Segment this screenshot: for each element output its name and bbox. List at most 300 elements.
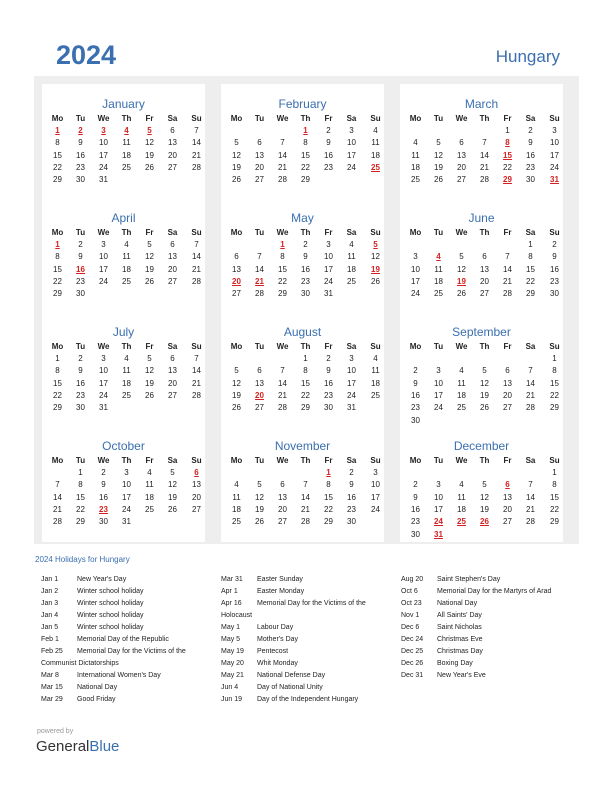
day-cell: 2 <box>326 354 331 363</box>
day-cell: 26 <box>232 403 241 413</box>
day-cell: 14 <box>255 264 264 274</box>
day-cell: 27 <box>232 289 241 299</box>
day-cell: 8 <box>303 138 308 148</box>
day-cell: 9 <box>326 366 331 376</box>
day-cell: 17 <box>371 492 380 502</box>
day-cell: 5 <box>147 354 152 363</box>
day-cell: 29 <box>550 403 559 413</box>
weekday-header: We <box>276 456 289 465</box>
holiday-row <box>221 646 366 658</box>
holiday-row <box>401 646 551 658</box>
weekday-header: Sa <box>167 114 178 123</box>
weekday-header: Th <box>121 228 132 237</box>
day-cell: 13 <box>503 492 512 502</box>
day-cell: 9 <box>552 252 557 262</box>
day-cell: 12 <box>480 492 489 502</box>
holiday-name-continued: Holocaust <box>221 612 253 619</box>
day-cell: 24 <box>411 289 420 299</box>
day-cell: 1 <box>303 126 308 135</box>
month-march <box>400 84 563 200</box>
day-cell: 20 <box>168 378 177 388</box>
day-cell: 7 <box>257 252 262 262</box>
day-cell: 4 <box>373 354 378 363</box>
day-cell: 7 <box>528 480 533 490</box>
day-cell: 26 <box>168 504 177 514</box>
day-cell: 24 <box>122 504 131 514</box>
weekday-header: Su <box>370 342 381 351</box>
holiday-row <box>401 658 551 670</box>
day-cell: 7 <box>55 480 60 490</box>
day-cell: 22 <box>53 276 62 286</box>
holiday-row <box>41 682 186 694</box>
day-cell: 16 <box>411 390 420 400</box>
day-cell: 22 <box>526 276 535 286</box>
day-cell: 2 <box>78 126 83 135</box>
weekday-header: Sa <box>346 228 357 237</box>
day-cell: 7 <box>528 366 533 376</box>
day-cell: 6 <box>170 126 175 135</box>
day-cell: 27 <box>503 403 512 413</box>
weekday-header: Th <box>121 114 132 123</box>
day-cell: 14 <box>526 378 535 388</box>
day-cell: 24 <box>99 162 108 172</box>
day-cell: 1 <box>552 354 557 363</box>
day-cell: 27 <box>168 276 177 286</box>
day-cell: 7 <box>303 480 308 490</box>
holiday-date: Apr 16 <box>221 600 242 607</box>
month-april <box>42 198 205 314</box>
day-cell: 16 <box>411 504 420 514</box>
day-cell: 17 <box>347 378 356 388</box>
day-cell: 20 <box>503 390 512 400</box>
weekday-header: Mo <box>51 114 64 123</box>
day-cell: 5 <box>170 468 175 477</box>
weekday-header: Tu <box>75 228 86 237</box>
day-cell: 12 <box>255 492 264 502</box>
day-cell: 19 <box>232 162 241 172</box>
month-february <box>221 84 384 200</box>
holiday-row <box>401 598 551 610</box>
day-cell: 20 <box>503 504 512 514</box>
day-cell: 12 <box>168 480 177 490</box>
holiday-name: National Defense Day <box>257 672 326 679</box>
day-cell: 16 <box>301 264 310 274</box>
holiday-name: Labour Day <box>257 624 294 631</box>
day-cell: 24 <box>434 517 443 527</box>
day-cell: 15 <box>324 492 333 502</box>
day-cell: 5 <box>436 138 441 148</box>
day-cell: 16 <box>76 150 85 160</box>
day-cell: 15 <box>278 264 287 274</box>
holiday-name: Good Friday <box>77 696 116 703</box>
weekday-header: Th <box>300 456 311 465</box>
day-cell: 8 <box>55 138 60 148</box>
day-cell: 11 <box>232 492 241 502</box>
day-cell: 15 <box>503 150 512 160</box>
day-cell: 22 <box>53 390 62 400</box>
day-cell: 5 <box>147 240 152 249</box>
holiday-name: Mother's Day <box>257 636 299 643</box>
day-cell: 8 <box>528 252 533 262</box>
month-october <box>42 426 205 542</box>
day-cell: 25 <box>347 276 356 286</box>
weekday-header: Su <box>549 114 560 123</box>
day-cell: 28 <box>255 289 264 299</box>
day-cell: 8 <box>326 480 331 490</box>
day-cell: 26 <box>232 175 241 185</box>
weekday-header: Sa <box>167 228 178 237</box>
day-cell: 3 <box>326 240 331 249</box>
day-cell: 15 <box>76 492 85 502</box>
day-cell: 26 <box>371 276 380 286</box>
day-cell: 6 <box>257 138 262 148</box>
day-cell: 20 <box>168 264 177 274</box>
day-cell: 9 <box>101 480 106 490</box>
day-cell: 29 <box>53 289 62 299</box>
weekday-header: Mo <box>51 456 64 465</box>
day-cell: 28 <box>503 289 512 299</box>
month-december <box>400 426 563 542</box>
day-cell: 8 <box>505 138 510 148</box>
day-cell: 16 <box>76 378 85 388</box>
day-cell: 19 <box>232 390 241 400</box>
holiday-name: Whit Monday <box>257 660 298 667</box>
day-cell: 1 <box>528 240 533 249</box>
day-cell: 18 <box>411 162 420 172</box>
day-cell: 6 <box>234 252 239 262</box>
holiday-row <box>221 586 366 598</box>
day-cell: 5 <box>459 252 464 262</box>
day-cell: 21 <box>480 162 489 172</box>
day-cell: 27 <box>192 504 201 514</box>
weekday-header: Tu <box>433 114 444 123</box>
holiday-name: New Year's Eve <box>437 672 486 679</box>
day-cell: 6 <box>482 252 487 262</box>
holiday-row <box>401 586 551 598</box>
day-cell: 24 <box>434 403 443 413</box>
day-cell: 28 <box>526 403 535 413</box>
day-cell: 30 <box>411 415 420 425</box>
holiday-date: Dec 24 <box>401 636 424 643</box>
holiday-name: Easter Monday <box>257 588 305 595</box>
day-cell: 5 <box>234 138 239 148</box>
holiday-date: May 1 <box>221 624 241 631</box>
day-cell: 13 <box>168 366 177 376</box>
day-cell: 1 <box>55 126 60 135</box>
holiday-date: May 21 <box>221 672 244 679</box>
day-cell: 20 <box>192 492 201 502</box>
day-cell: 2 <box>101 468 106 477</box>
holiday-name-continued: Communist Dictatorships <box>41 660 119 667</box>
day-cell: 25 <box>122 390 131 400</box>
weekday-header: We <box>97 342 110 351</box>
holiday-date: Jan 3 <box>41 600 59 607</box>
day-cell: 15 <box>53 150 62 160</box>
day-cell: 28 <box>278 175 287 185</box>
day-cell: 1 <box>326 468 331 477</box>
weekday-header: Th <box>300 114 311 123</box>
holiday-row <box>221 622 366 634</box>
day-cell: 10 <box>99 252 108 262</box>
day-cell: 22 <box>550 504 559 514</box>
day-cell: 2 <box>78 354 83 363</box>
weekday-header: Sa <box>525 342 536 351</box>
day-cell: 12 <box>434 150 443 160</box>
day-cell: 16 <box>99 492 108 502</box>
day-cell: 3 <box>436 366 441 376</box>
day-cell: 3 <box>124 468 129 477</box>
weekday-header: Fr <box>324 228 333 237</box>
day-cell: 27 <box>168 390 177 400</box>
day-cell: 21 <box>301 504 310 514</box>
day-cell: 12 <box>480 378 489 388</box>
holiday-name: National Day <box>437 600 478 607</box>
weekday-header: Su <box>549 342 560 351</box>
day-cell: 10 <box>371 480 380 490</box>
day-cell: 17 <box>550 150 559 160</box>
weekday-header: Sa <box>167 342 178 351</box>
day-cell: 12 <box>145 138 154 148</box>
day-cell: 27 <box>503 517 512 527</box>
day-cell: 20 <box>232 276 241 286</box>
weekday-header: We <box>276 228 289 237</box>
day-cell: 15 <box>550 492 559 502</box>
holiday-date: Jan 4 <box>41 612 59 619</box>
day-cell: 26 <box>457 289 466 299</box>
holiday-row <box>41 634 186 646</box>
weekday-header: Fr <box>145 114 154 123</box>
day-cell: 19 <box>480 390 489 400</box>
day-cell: 8 <box>303 366 308 376</box>
day-cell: 3 <box>413 252 418 262</box>
day-cell: 21 <box>526 390 535 400</box>
holiday-name: Boxing Day <box>437 660 473 667</box>
holiday-row <box>401 634 551 646</box>
day-cell: 9 <box>349 480 354 490</box>
day-cell: 27 <box>255 403 264 413</box>
day-cell: 13 <box>192 480 201 490</box>
day-cell: 24 <box>550 162 559 172</box>
day-cell: 18 <box>434 276 443 286</box>
day-cell: 7 <box>194 240 199 249</box>
day-cell: 23 <box>99 504 108 514</box>
holiday-date: Dec 6 <box>401 624 420 631</box>
month-title: January <box>102 97 145 111</box>
holiday-row <box>41 574 186 586</box>
day-cell: 6 <box>459 138 464 148</box>
holiday-date: Feb 25 <box>41 648 63 655</box>
day-cell: 10 <box>411 264 420 274</box>
holiday-date: Feb 1 <box>41 636 59 643</box>
day-cell: 18 <box>457 390 466 400</box>
holiday-name: Day of National Unity <box>257 684 323 691</box>
weekday-header: Mo <box>409 342 422 351</box>
holiday-date: Dec 31 <box>401 672 424 679</box>
day-cell: 5 <box>373 240 378 249</box>
day-cell: 29 <box>324 517 333 527</box>
weekday-header: Sa <box>346 456 357 465</box>
day-cell: 27 <box>480 289 489 299</box>
day-cell: 27 <box>168 162 177 172</box>
day-cell: 7 <box>280 366 285 376</box>
day-cell: 27 <box>278 517 287 527</box>
weekday-header: Mo <box>230 342 243 351</box>
day-cell: 10 <box>99 138 108 148</box>
day-cell: 17 <box>324 264 333 274</box>
day-cell: 16 <box>324 150 333 160</box>
day-cell: 11 <box>371 366 380 376</box>
day-cell: 24 <box>371 504 380 514</box>
day-cell: 14 <box>192 138 201 148</box>
day-cell: 26 <box>480 517 489 527</box>
weekday-header: We <box>97 228 110 237</box>
day-cell: 2 <box>78 240 83 249</box>
day-cell: 21 <box>192 264 201 274</box>
day-cell: 20 <box>255 162 264 172</box>
month-july <box>42 312 205 428</box>
month-title: March <box>464 97 499 111</box>
day-cell: 3 <box>373 468 378 477</box>
day-cell: 11 <box>122 252 131 262</box>
holiday-row <box>41 610 186 622</box>
weekday-header: We <box>97 456 110 465</box>
weekday-header: Tu <box>75 342 86 351</box>
day-cell: 24 <box>324 276 333 286</box>
day-cell: 11 <box>122 138 131 148</box>
weekday-header: We <box>455 342 468 351</box>
day-cell: 13 <box>168 252 177 262</box>
day-cell: 4 <box>413 138 418 148</box>
weekday-header: Fr <box>324 456 333 465</box>
day-cell: 16 <box>324 378 333 388</box>
day-cell: 31 <box>324 289 333 299</box>
weekday-header: Su <box>191 114 202 123</box>
holiday-name: Winter school holiday <box>77 612 144 619</box>
day-cell: 23 <box>526 162 535 172</box>
day-cell: 14 <box>278 150 287 160</box>
day-cell: 20 <box>480 276 489 286</box>
day-cell: 19 <box>457 276 466 286</box>
holiday-date: Jan 1 <box>41 576 59 583</box>
day-cell: 11 <box>145 480 154 490</box>
weekday-header: Th <box>121 456 132 465</box>
day-cell: 25 <box>434 289 443 299</box>
day-cell: 23 <box>550 276 559 286</box>
day-cell: 4 <box>124 354 129 363</box>
holiday-date: Jan 5 <box>41 624 59 631</box>
day-cell: 20 <box>457 162 466 172</box>
day-cell: 12 <box>371 252 380 262</box>
day-cell: 1 <box>280 240 285 249</box>
country-title: Hungary <box>495 47 560 66</box>
day-cell: 30 <box>526 175 535 185</box>
weekday-header: Tu <box>254 456 265 465</box>
day-cell: 2 <box>413 480 418 490</box>
holiday-date: Jun 4 <box>221 684 239 691</box>
day-cell: 21 <box>526 504 535 514</box>
weekday-header: Su <box>549 456 560 465</box>
day-cell: 14 <box>526 492 535 502</box>
day-cell: 30 <box>347 517 356 527</box>
weekday-header: Fr <box>503 456 512 465</box>
weekday-header: Tu <box>75 456 86 465</box>
holiday-name: Memorial Day for the Martyrs of Arad <box>437 588 552 595</box>
day-cell: 15 <box>53 378 62 388</box>
day-cell: 13 <box>255 378 264 388</box>
day-cell: 3 <box>101 126 106 135</box>
holiday-row <box>41 622 186 634</box>
day-cell: 21 <box>255 276 264 286</box>
day-cell: 7 <box>505 252 510 262</box>
weekday-header: Fr <box>324 342 333 351</box>
holiday-name: Easter Sunday <box>257 576 303 583</box>
weekday-header: Th <box>300 228 311 237</box>
day-cell: 2 <box>552 240 557 249</box>
day-cell: 22 <box>301 162 310 172</box>
day-cell: 17 <box>99 378 108 388</box>
day-cell: 23 <box>301 276 310 286</box>
day-cell: 3 <box>101 354 106 363</box>
day-cell: 1 <box>552 468 557 477</box>
day-cell: 14 <box>192 366 201 376</box>
holiday-date: Jan 2 <box>41 588 59 595</box>
day-cell: 31 <box>99 403 108 413</box>
holiday-date: Jun 19 <box>221 696 243 703</box>
holiday-name: Day of the Independent Hungary <box>257 696 359 703</box>
day-cell: 21 <box>53 504 62 514</box>
day-cell: 29 <box>301 175 310 185</box>
day-cell: 4 <box>349 240 354 249</box>
weekday-header: Fr <box>503 342 512 351</box>
day-cell: 21 <box>278 390 287 400</box>
day-cell: 10 <box>434 378 443 388</box>
holiday-row <box>41 598 186 610</box>
day-cell: 19 <box>371 264 380 274</box>
day-cell: 17 <box>122 492 131 502</box>
weekday-header: Su <box>191 228 202 237</box>
day-cell: 18 <box>145 492 154 502</box>
day-cell: 6 <box>505 366 510 376</box>
day-cell: 21 <box>278 162 287 172</box>
day-cell: 16 <box>347 492 356 502</box>
day-cell: 19 <box>255 504 264 514</box>
day-cell: 11 <box>411 150 420 160</box>
day-cell: 26 <box>255 517 264 527</box>
weekday-header: Mo <box>51 342 64 351</box>
day-cell: 26 <box>145 390 154 400</box>
weekday-header: Su <box>191 342 202 351</box>
weekday-header: We <box>455 114 468 123</box>
day-cell: 9 <box>78 366 83 376</box>
day-cell: 8 <box>78 480 83 490</box>
month-november <box>221 426 384 542</box>
holiday-name: Winter school holiday <box>77 600 144 607</box>
day-cell: 24 <box>347 390 356 400</box>
day-cell: 20 <box>255 390 264 400</box>
day-cell: 9 <box>413 492 418 502</box>
month-title: November <box>274 439 331 453</box>
day-cell: 18 <box>371 150 380 160</box>
month-title: February <box>278 97 327 111</box>
day-cell: 19 <box>145 378 154 388</box>
day-cell: 11 <box>457 492 466 502</box>
day-cell: 30 <box>76 175 85 185</box>
day-cell: 9 <box>413 378 418 388</box>
day-cell: 31 <box>99 175 108 185</box>
day-cell: 5 <box>482 366 487 376</box>
day-cell: 23 <box>76 162 85 172</box>
day-cell: 22 <box>53 162 62 172</box>
